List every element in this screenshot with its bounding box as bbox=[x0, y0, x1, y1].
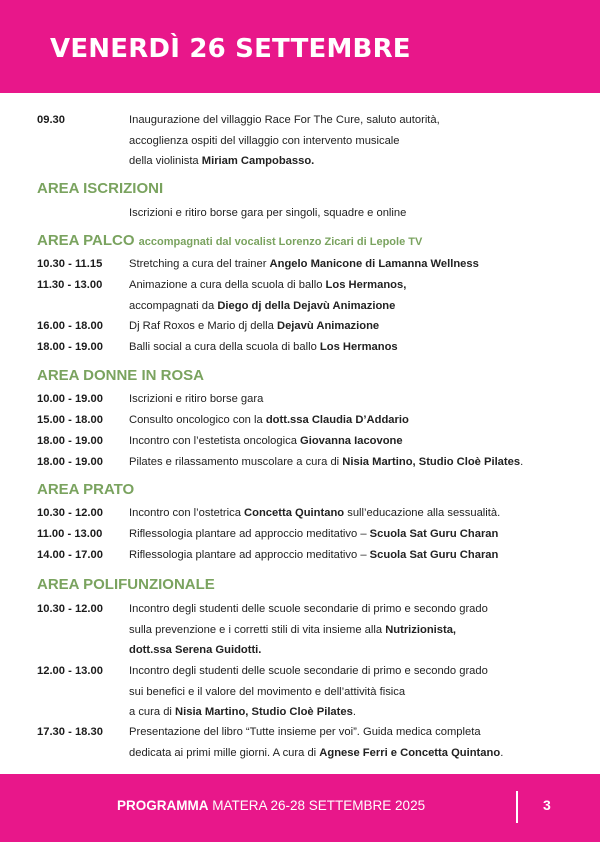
text-normal: sull’educazione alla sessualità. bbox=[344, 507, 501, 519]
text-normal: dedicata ai primi mille giorni. A cura di bbox=[129, 746, 320, 759]
text-normal: . bbox=[520, 456, 524, 468]
time-label: 10.30 - 12.00 bbox=[37, 507, 103, 519]
activity-description bbox=[129, 599, 589, 661]
page-number: 3 bbox=[543, 797, 551, 813]
text-normal: Incontro con l’ostetrica bbox=[129, 507, 245, 519]
activity-description bbox=[129, 503, 589, 524]
text-bold: Angelo Manicone di Lamanna Wellness bbox=[269, 258, 479, 270]
time-label: 10.30 - 12.00 bbox=[37, 603, 103, 615]
time-label: 18.00 - 19.00 bbox=[37, 435, 103, 447]
activity-description bbox=[129, 661, 589, 723]
description-line bbox=[129, 431, 589, 452]
description-line bbox=[129, 661, 589, 682]
time-label: 17.30 - 18.30 bbox=[37, 726, 103, 738]
footer-divider bbox=[516, 791, 518, 823]
description-line bbox=[129, 110, 589, 131]
text-bold: Los Hermanos bbox=[319, 341, 398, 353]
text-bold: dott.ssa Serena Guidotti. bbox=[129, 644, 262, 656]
text-bold: Scuola Sat Guru Charan bbox=[369, 549, 499, 561]
description-line bbox=[129, 254, 589, 275]
description-line bbox=[129, 452, 589, 473]
description-line bbox=[129, 702, 589, 723]
description-line bbox=[129, 743, 589, 764]
text-bold: Diego dj della Dejavù Animazione bbox=[217, 299, 396, 312]
footer-text bbox=[117, 798, 425, 813]
description-line bbox=[129, 316, 589, 337]
text-bold: Nisia Martino, Studio Cloè Pilates bbox=[175, 706, 353, 718]
time-label: 14.00 - 17.00 bbox=[37, 549, 103, 561]
page-title: VENERDÌ 26 SETTEMBRE bbox=[50, 34, 411, 64]
time-label: 12.00 - 13.00 bbox=[37, 665, 103, 677]
activity-description bbox=[129, 410, 589, 431]
description-line bbox=[129, 131, 589, 152]
text-normal: Inaugurazione del villaggio Race For The Cure, saluto autorità, bbox=[129, 114, 440, 126]
text-normal: Consulto oncologico con la bbox=[129, 414, 266, 426]
time-label: 09.30 bbox=[37, 114, 65, 126]
activity-description bbox=[129, 254, 589, 275]
description-line bbox=[129, 503, 589, 524]
description-line bbox=[129, 275, 589, 296]
activity-description bbox=[129, 316, 589, 337]
description-line bbox=[129, 337, 589, 358]
page-footer bbox=[0, 774, 600, 842]
activity-description bbox=[129, 110, 589, 172]
activity-description bbox=[129, 524, 589, 545]
text-bold: Dejavù Animazione bbox=[276, 320, 380, 332]
activity-description bbox=[129, 545, 589, 566]
text-bold: Scuola Sat Guru Charan bbox=[369, 528, 499, 540]
text-bold: Nutrizionista, bbox=[385, 623, 457, 636]
activity-description bbox=[129, 389, 589, 410]
text-normal: Pilates e rilassamento muscolare a cura di bbox=[129, 456, 343, 468]
description-line bbox=[129, 203, 589, 224]
text-normal: . bbox=[352, 706, 356, 718]
section-title bbox=[37, 367, 204, 384]
section-name: AREA POLIFUNZIONALE bbox=[37, 576, 215, 593]
footer-event-label: MATERA 26-28 SETTEMBRE 2025 bbox=[208, 798, 426, 813]
time-label: 11.30 - 13.00 bbox=[37, 279, 103, 291]
description-line bbox=[129, 599, 589, 620]
time-label: 18.00 - 19.00 bbox=[37, 341, 103, 353]
activity-description bbox=[129, 275, 589, 316]
description-line bbox=[129, 620, 589, 641]
time-label: 18.00 - 19.00 bbox=[37, 456, 103, 468]
section-name: AREA PALCO bbox=[37, 232, 135, 249]
text-normal: Animazione a cura della scuola di ballo bbox=[129, 279, 326, 291]
text-bold: Giovanna Iacovone bbox=[300, 435, 403, 447]
footer-program-label: PROGRAMMA bbox=[117, 798, 209, 813]
section-subtitle: accompagnati dal vocalist Lorenzo Zicari di Lepole TV bbox=[138, 236, 423, 248]
time-label: 15.00 - 18.00 bbox=[37, 414, 103, 426]
section-title bbox=[37, 576, 215, 593]
section-title bbox=[37, 180, 163, 197]
time-label: 16.00 - 18.00 bbox=[37, 320, 103, 332]
section-title bbox=[37, 481, 134, 498]
text-normal: Iscrizioni e ritiro borse gara per singoli, squadre e online bbox=[129, 207, 407, 219]
text-normal: Balli social a cura della scuola di ballo bbox=[129, 341, 320, 353]
text-bold: dott.ssa Claudia D’Addario bbox=[265, 414, 409, 426]
text-normal: accoglienza ospiti del villaggio con intervento musicale bbox=[129, 134, 400, 147]
description-line bbox=[129, 545, 589, 566]
text-normal: Riflessologia plantare ad approccio meditativo – bbox=[129, 528, 370, 540]
description-line bbox=[129, 524, 589, 545]
activity-description bbox=[129, 452, 589, 473]
description-line bbox=[129, 410, 589, 431]
section-title bbox=[37, 232, 422, 249]
description-line bbox=[129, 722, 589, 743]
text-normal: Incontro con l’estetista oncologica bbox=[129, 435, 301, 447]
text-bold: Concetta Quintano bbox=[244, 507, 345, 519]
text-normal: sulla prevenzione e i corretti stili di vita insieme alla bbox=[129, 623, 386, 636]
text-normal: accompagnati da bbox=[129, 299, 218, 312]
page-header bbox=[0, 0, 600, 93]
text-bold: Nisia Martino, Studio Cloè Pilates bbox=[342, 456, 521, 468]
activity-description bbox=[129, 337, 589, 358]
text-normal: Riflessologia plantare ad approccio meditativo – bbox=[129, 549, 370, 561]
text-bold: Los Hermanos, bbox=[325, 279, 407, 291]
text-bold: Miriam Campobasso. bbox=[201, 155, 315, 167]
section-name: AREA DONNE IN ROSA bbox=[37, 367, 204, 384]
description-line bbox=[129, 296, 589, 317]
text-normal: a cura di bbox=[129, 706, 176, 718]
time-label: 10.00 - 19.00 bbox=[37, 393, 103, 405]
section-name: AREA ISCRIZIONI bbox=[37, 180, 164, 197]
time-label: 10.30 - 11.15 bbox=[37, 258, 103, 270]
text-normal: . bbox=[500, 746, 504, 759]
description-line bbox=[129, 389, 589, 410]
activity-description bbox=[129, 431, 589, 452]
text-normal: Stretching a cura del trainer bbox=[129, 258, 270, 270]
text-normal: Incontro degli studenti delle scuole secondarie di primo e secondo grado bbox=[129, 665, 488, 677]
text-normal: Presentazione del libro “Tutte insieme per voi”. Guida medica completa bbox=[129, 726, 481, 738]
text-normal: della violinista bbox=[129, 155, 202, 167]
activity-description bbox=[129, 203, 589, 224]
activity-description bbox=[129, 722, 589, 763]
description-line bbox=[129, 151, 589, 172]
text-bold: Agnese Ferri e Concetta Quintano bbox=[319, 746, 501, 759]
description-line bbox=[129, 682, 589, 703]
section-name: AREA PRATO bbox=[37, 481, 135, 498]
text-normal: Incontro degli studenti delle scuole secondarie di primo e secondo grado bbox=[129, 603, 488, 615]
text-normal: sui benefici e il valore del movimento e dell’attività fisica bbox=[129, 685, 406, 698]
text-normal: Iscrizioni e ritiro borse gara bbox=[129, 393, 264, 405]
time-label: 11.00 - 13.00 bbox=[37, 528, 103, 540]
description-line bbox=[129, 640, 589, 661]
text-normal: Dj Raf Roxos e Mario dj della bbox=[129, 320, 277, 332]
